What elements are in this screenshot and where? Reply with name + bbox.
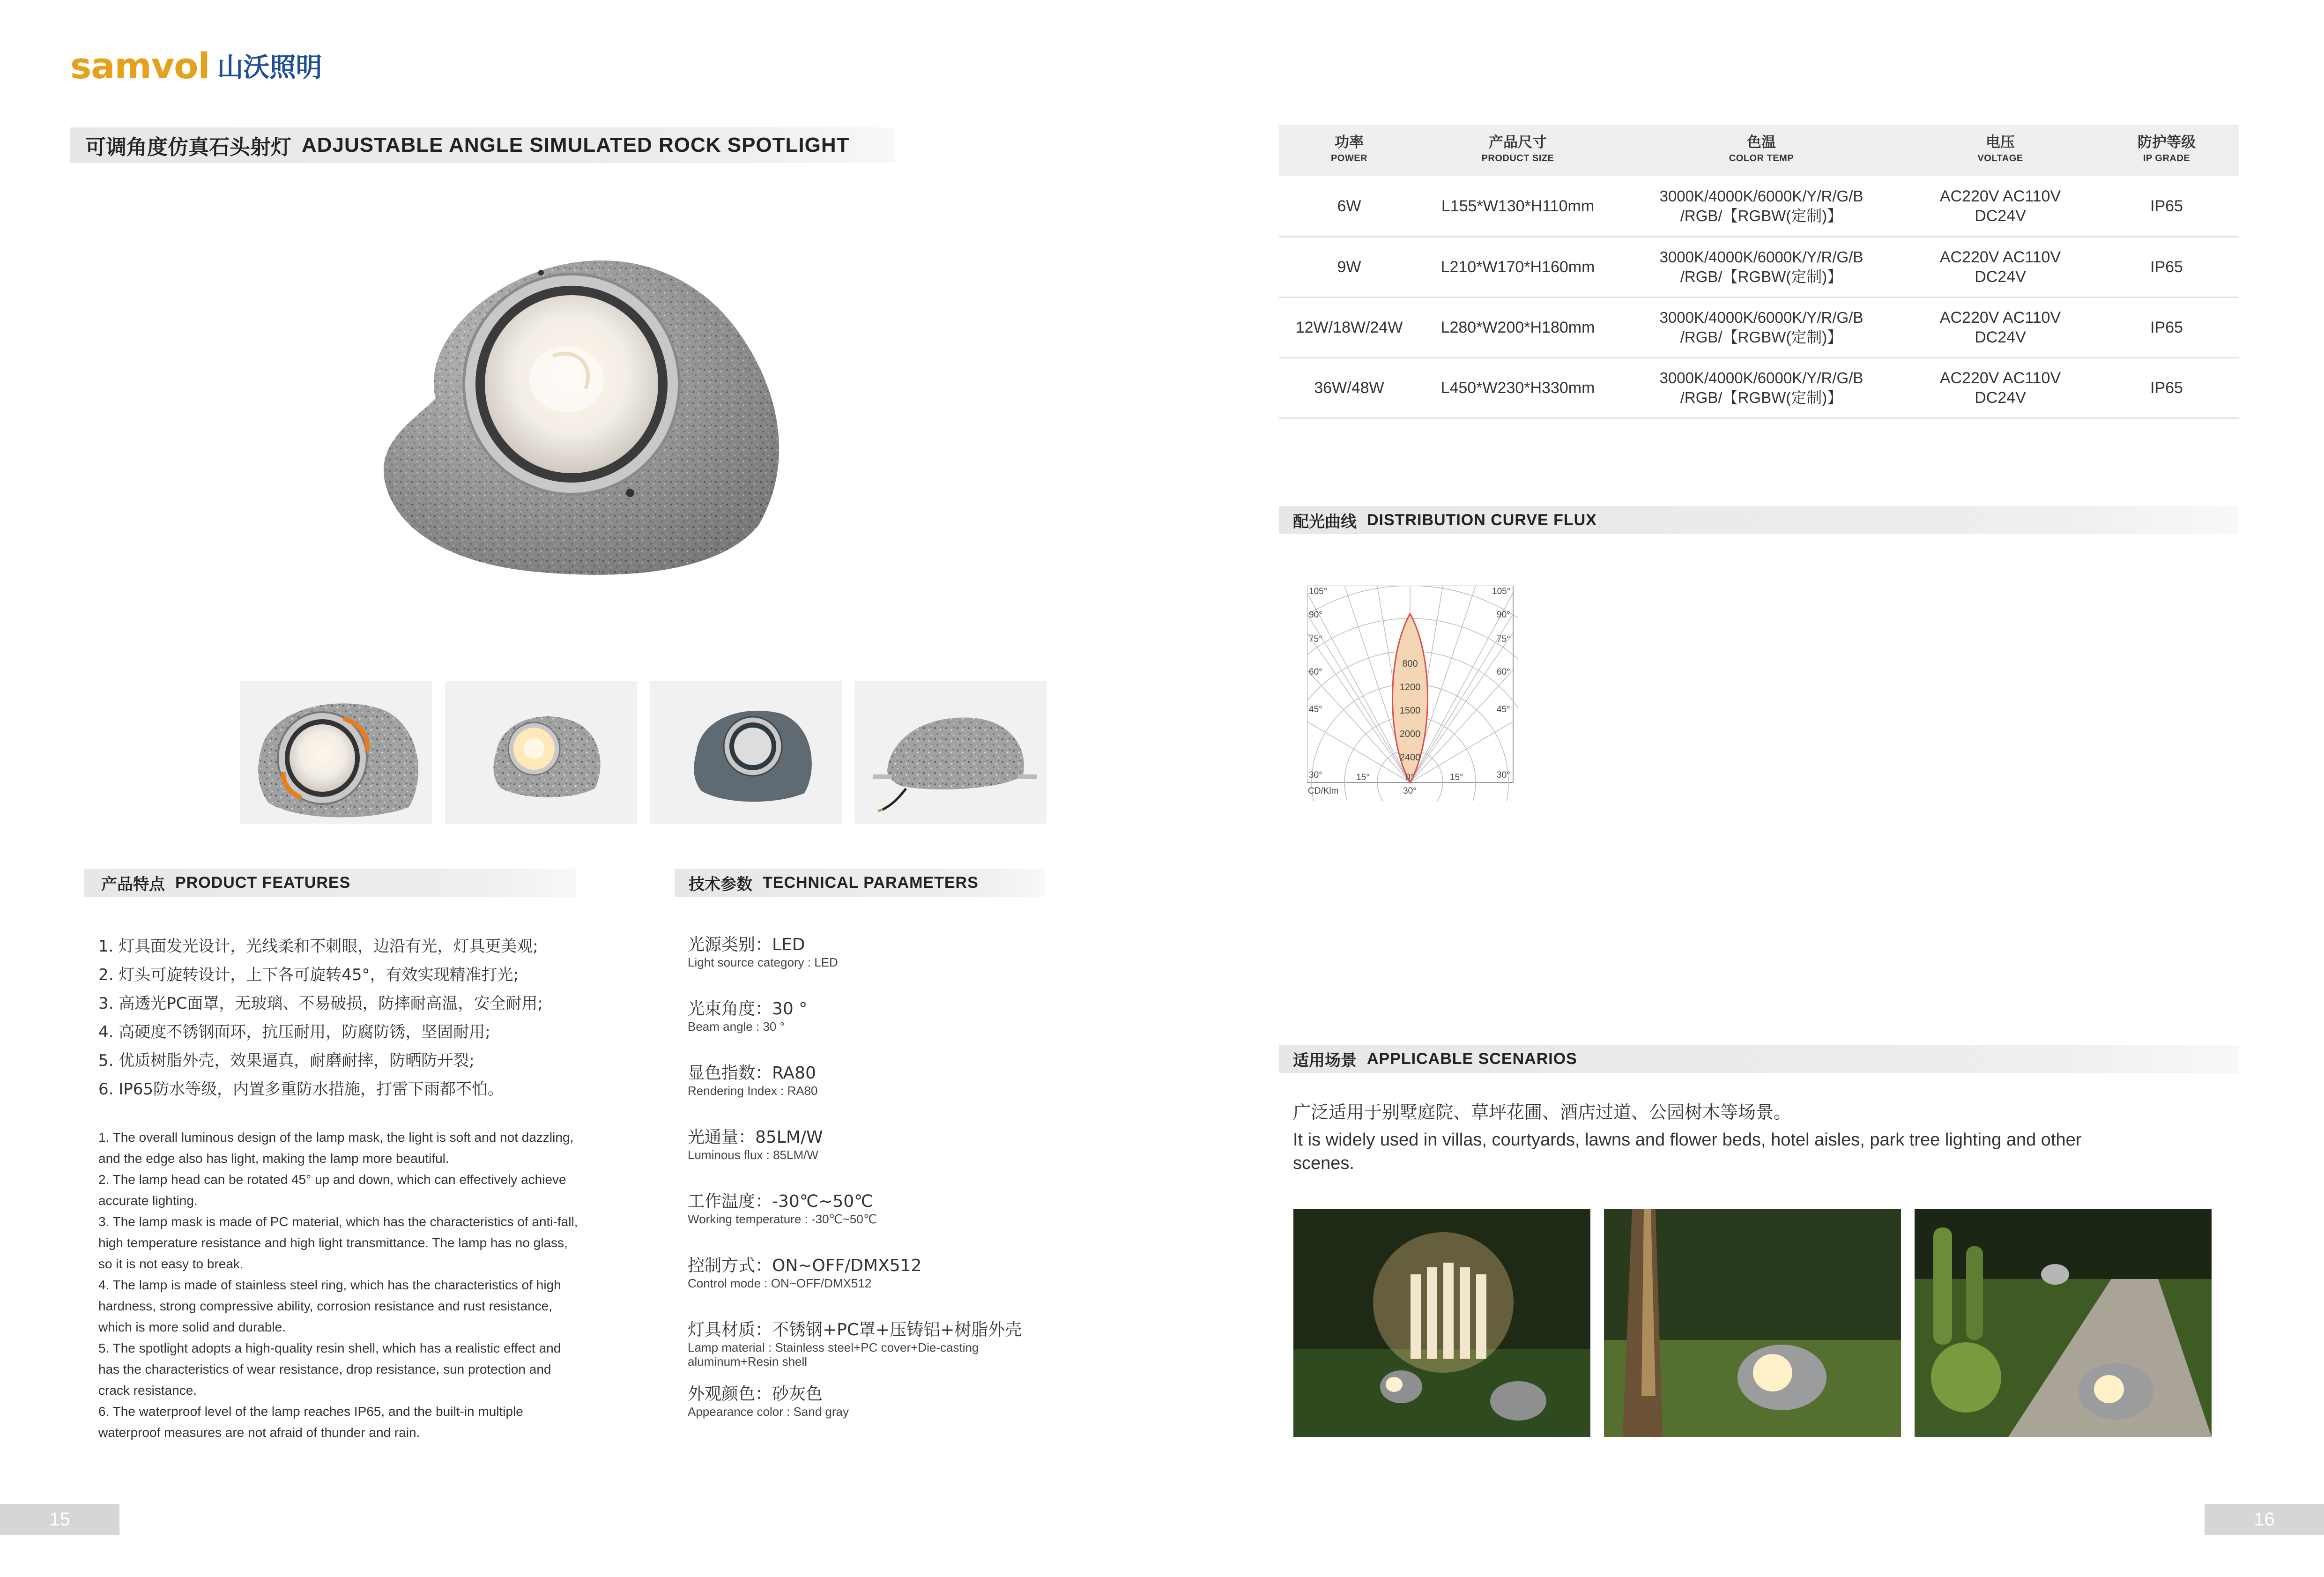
feature-en-item: 3. The lamp mask is made of PC material, which has the characteristics of anti-fall, high temperature resistance and high light transmittance. The lamp has no glass, so it is not easy to break. (98, 1214, 578, 1271)
cell-volt-line2: DC24V (1975, 328, 2026, 346)
param-item (688, 1320, 1109, 1384)
angle-label-bottom: 15° (1450, 773, 1463, 782)
param-item (688, 1127, 1109, 1191)
scene-photo-cactus-path (1915, 1209, 2212, 1437)
cell-power: 6W (1279, 176, 1419, 237)
angle-label-right: 90° (1497, 610, 1510, 620)
angle-label-left: 45° (1309, 705, 1322, 714)
logo-text-en: samvol (70, 45, 210, 87)
params-header-cn: 技术参数 (689, 875, 752, 894)
cell-temp-line2: /RGB/【RGBW(定制)】 (1680, 328, 1843, 346)
cell-volt-line2: DC24V (1975, 268, 2026, 286)
cell-temp (1616, 176, 1907, 237)
spec-table (1279, 125, 2239, 419)
cell-temp (1616, 297, 1907, 357)
cell-voltage (1907, 176, 2094, 237)
col-header-size (1419, 125, 1616, 176)
feature-cn-item: 1. 灯具面发光设计，光线柔和不刺眼，边沿有光，灯具更美观; (98, 937, 538, 956)
distribution-header-en: DISTRIBUTION CURVE FLUX (1367, 511, 1597, 529)
param-item (688, 1063, 1109, 1127)
distribution-section-header (1279, 506, 2239, 534)
product-title-bar (70, 127, 895, 163)
col-header-cn: 色温 (1747, 134, 1776, 151)
scenarios-header-cn: 适用场景 (1293, 1051, 1357, 1070)
product-title-en: ADJUSTABLE ANGLE SIMULATED ROCK SPOTLIGHT (302, 134, 850, 156)
param-cn: 光束角度：30 ° (688, 999, 808, 1019)
col-header-cn: 防护等级 (2138, 134, 2196, 151)
param-cn: 工作温度：-30℃~50℃ (688, 1192, 873, 1211)
param-item (688, 1191, 1109, 1256)
cell-temp (1616, 237, 1907, 297)
scene-photo-fence-garden (1293, 1209, 1590, 1437)
page-number-left: 15 (0, 1504, 119, 1535)
distribution-header-cn: 配光曲线 (1293, 512, 1357, 531)
param-en: Working temperature : -30℃~50℃ (688, 1212, 877, 1226)
cell-ip: IP65 (2094, 176, 2239, 237)
angle-label-bottom: 15° (1356, 773, 1370, 782)
param-en: Rendering Index : RA80 (688, 1084, 818, 1098)
cell-temp-line1: 3000K/4000K/6000K/Y/R/G/B (1659, 187, 1864, 205)
angle-label-right: 45° (1497, 705, 1510, 714)
table-row (1279, 237, 2239, 297)
product-title-cn: 可调角度仿真石头射灯 (85, 135, 291, 159)
cell-power: 36W/48W (1279, 357, 1419, 418)
cell-temp-line2: /RGB/【RGBW(定制)】 (1680, 207, 1843, 224)
thumbnail-back-view[interactable] (854, 681, 1047, 824)
unit-label: CD/Klm (1308, 786, 1339, 796)
param-cn: 灯具材质：不锈钢+PC罩+压铸铝+树脂外壳 (688, 1320, 1022, 1339)
angle-label-left: 90° (1309, 610, 1322, 620)
col-header-voltage (1907, 125, 2094, 176)
scenarios-header-en: APPLICABLE SCENARIOS (1367, 1049, 1577, 1068)
cell-temp (1616, 357, 1907, 418)
col-header-cn: 功率 (1335, 134, 1364, 151)
col-header-temp (1616, 125, 1907, 176)
table-row (1279, 176, 2239, 237)
cell-volt-line1: AC220V AC110V (1939, 187, 2061, 205)
col-header-ip (2094, 125, 2239, 176)
param-en: Beam angle : 30 ° (688, 1019, 785, 1034)
features-section-header (84, 869, 576, 897)
scenarios-text-en: It is widely used in villas, courtyards, lawns and flower beds, hotel aisles, park tree lighting and other scenes. (1293, 1130, 2082, 1173)
params-header-en: TECHNICAL PARAMETERS (763, 873, 979, 892)
feature-en-item: 6. The waterproof level of the lamp reaches IP65, and the built-in multiple waterproof measures are not afraid of thunder and rain. (98, 1404, 523, 1440)
feature-en-item: 2. The lamp head can be rotated 45° up and down, which can effectively achieve accurate lighting. (98, 1172, 566, 1208)
intensity-label: 800 (1402, 659, 1418, 669)
cell-ip: IP65 (2094, 357, 2239, 418)
param-en: Luminous flux : 85LM/W (688, 1148, 818, 1162)
angle-label-left: 75° (1309, 634, 1322, 644)
cell-volt-line2: DC24V (1975, 388, 2026, 407)
col-header-cn: 电压 (1986, 134, 2015, 151)
beam-angle-label: 30° (1403, 786, 1417, 796)
angle-label-left: 105° (1309, 587, 1328, 596)
cell-volt-line1: AC220V AC110V (1939, 369, 2061, 387)
param-cn: 外观颜色：砂灰色 (688, 1384, 823, 1404)
param-item (688, 999, 1109, 1063)
angle-label-left: 30° (1309, 770, 1322, 780)
cell-power: 9W (1279, 237, 1419, 297)
thumbnail-lit-view[interactable] (445, 681, 637, 824)
param-en: Light source category : LED (688, 955, 838, 969)
cell-ip: IP65 (2094, 237, 2239, 297)
table-row (1279, 297, 2239, 357)
col-header-en: PRODUCT SIZE (1481, 153, 1554, 164)
param-cn: 控制方式：ON~OFF/DMX512 (688, 1256, 922, 1275)
cell-temp-line1: 3000K/4000K/6000K/Y/R/G/B (1659, 308, 1864, 326)
angle-label-right: 105° (1492, 587, 1511, 596)
angle-label-right: 30° (1497, 770, 1510, 780)
cell-voltage (1907, 357, 2094, 418)
scene-photo-tree-lighting (1604, 1209, 1901, 1437)
param-en: Lamp material : Stainless steel+PC cover+Die-casting aluminum+Resin shell (688, 1340, 979, 1369)
hero-product-image (365, 244, 824, 586)
cell-size: L280*W200*H180mm (1419, 297, 1616, 357)
col-header-cn: 产品尺寸 (1489, 134, 1547, 151)
feature-en-item: 4. The lamp is made of stainless steel ring, which has the characteristics of high hardness, strong compressive ability, corrosion resistance and rust resistance, which is more solid and durable. (98, 1278, 561, 1334)
cell-volt-line1: AC220V AC110V (1939, 308, 2061, 327)
features-header-en: PRODUCT FEATURES (175, 873, 351, 892)
features-list-cn (98, 932, 661, 1104)
intensity-label: 1200 (1399, 682, 1421, 692)
feature-cn-item: 3. 高透光PC面罩，无玻璃、不易破损，防摔耐高温，安全耐用; (98, 994, 543, 1013)
params-section-header (675, 869, 1045, 897)
feature-cn-item: 4. 高硬度不锈钢面环，抗压耐用，防腐防锈，坚固耐用; (98, 1023, 490, 1041)
param-item (688, 935, 1109, 999)
feature-cn-item: 2. 灯头可旋转设计，上下各可旋转45°，有效实现精准打光; (98, 966, 519, 984)
cell-size: L450*W230*H330mm (1419, 357, 1616, 418)
features-header-cn: 产品特点 (101, 875, 165, 894)
param-item (688, 1384, 1109, 1448)
param-en: Control mode : ON~OFF/DMX512 (688, 1276, 872, 1290)
feature-en-item: 1. The overall luminous design of the lamp mask, the light is soft and not dazzling, and the edge also has light, making the lamp more beautiful. (98, 1130, 574, 1166)
spec-table-header-row (1279, 125, 2239, 176)
param-cn: 显色指数：RA80 (688, 1064, 816, 1083)
intensity-label: 1500 (1399, 706, 1421, 716)
col-header-power (1279, 125, 1419, 176)
angle-label-left: 60° (1309, 667, 1322, 677)
cell-volt-line2: DC24V (1975, 207, 2026, 225)
cell-temp-line1: 3000K/4000K/6000K/Y/R/G/B (1659, 369, 1864, 387)
brand-logo (70, 45, 322, 87)
cell-temp-line1: 3000K/4000K/6000K/Y/R/G/B (1659, 248, 1864, 266)
col-header-en: POWER (1330, 153, 1368, 164)
cell-ip: IP65 (2094, 297, 2239, 357)
cell-volt-line1: AC220V AC110V (1939, 248, 2061, 266)
intensity-label: 2400 (1399, 752, 1421, 763)
intensity-label: 2000 (1399, 729, 1421, 739)
feature-cn-item: 5. 优质树脂外壳，效果逼真，耐磨耐摔，防晒防开裂; (98, 1051, 475, 1070)
cell-temp-line2: /RGB/【RGBW(定制)】 (1680, 268, 1843, 285)
features-list-en (98, 1127, 581, 1443)
param-cn: 光源类别：LED (688, 935, 805, 954)
polar-distribution-chart (1307, 586, 1518, 801)
param-en: Appearance color : Sand gray (688, 1405, 849, 1419)
params-list (688, 935, 1109, 1448)
angle-label-right: 60° (1497, 667, 1510, 677)
thumbnail-rotation-view[interactable] (240, 681, 432, 824)
cell-power: 12W/18W/24W (1279, 297, 1419, 357)
scenarios-section-header (1279, 1045, 2239, 1073)
thumbnail-dark-rock-view[interactable] (650, 681, 842, 824)
col-header-en: IP GRADE (2143, 153, 2190, 164)
scenarios-text-cn: 广泛适用于别墅庭院、草坪花圃、酒店过道、公园树木等场景。 (1293, 1102, 1792, 1123)
feature-en-item: 5. The spotlight adopts a high-quality resin shell, which has a realistic effect and has the characteristics of wear resistance, drop resistance, sun protection and crack resistance. (98, 1341, 561, 1398)
angle-label-right: 75° (1497, 634, 1510, 644)
angle-label-bottom: 0° (1405, 773, 1414, 782)
col-header-en: COLOR TEMP (1729, 153, 1794, 164)
logo-text-cn: 山沃照明 (217, 52, 322, 83)
page-number-right: 16 (2205, 1504, 2324, 1535)
param-cn: 光通量：85LM/W (688, 1128, 823, 1147)
cell-size: L155*W130*H110mm (1419, 176, 1616, 237)
cell-voltage (1907, 297, 2094, 357)
cell-size: L210*W170*H160mm (1419, 237, 1616, 297)
col-header-en: VOLTAGE (1977, 153, 2023, 164)
table-row (1279, 357, 2239, 418)
param-item (688, 1256, 1109, 1320)
feature-cn-item: 6. IP65防水等级，内置多重防水措施，打雷下雨都不怕。 (98, 1080, 504, 1099)
cell-temp-line2: /RGB/【RGBW(定制)】 (1680, 388, 1843, 406)
cell-voltage (1907, 237, 2094, 297)
